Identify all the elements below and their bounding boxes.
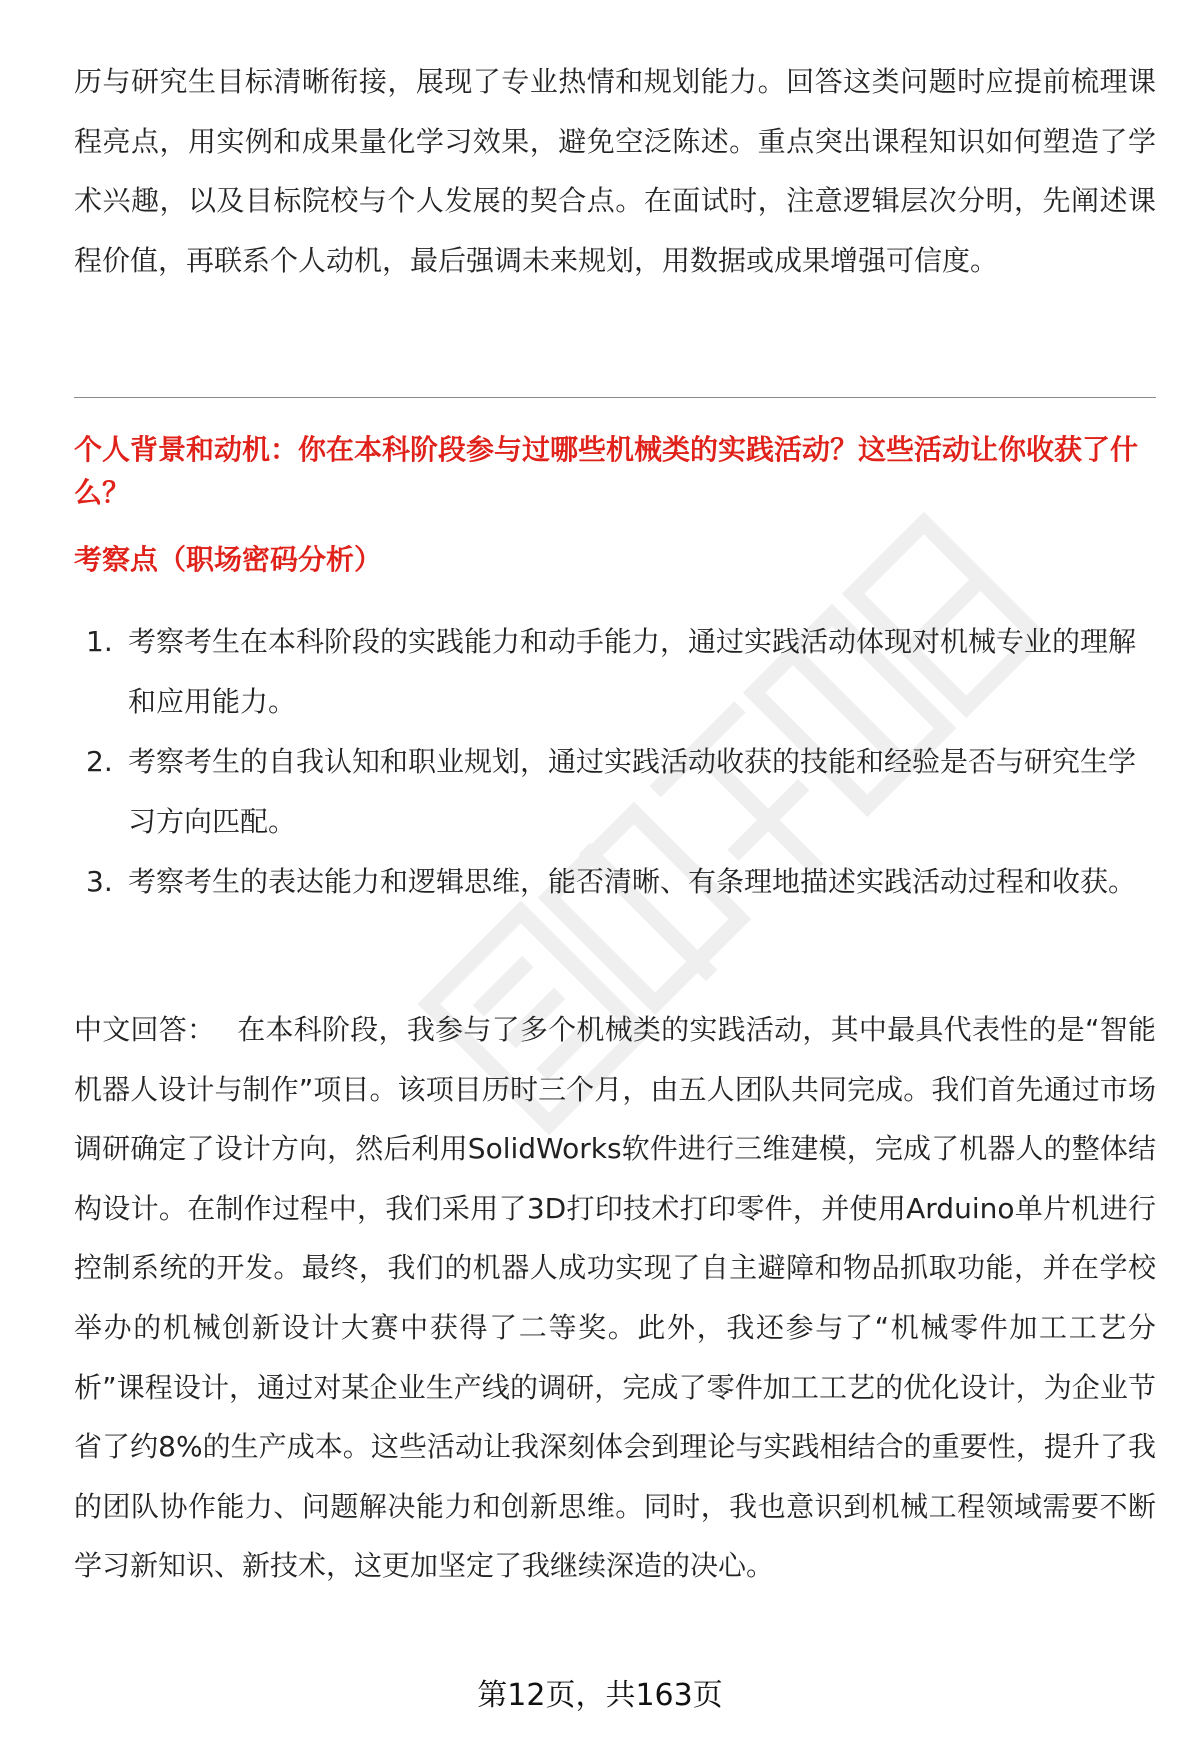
- answer-text: 在本科阶段，我参与了多个机械类的实践活动，其中最具代表性的是“智能机器人设计与制作”项目。该项目历时三个月，由五人团队共同完成。我们首先通过市场调研确定了设计方向，然后利用SolidWorks软件进行三维建模，完成了机器人的整体结构设计。在制作过程中，我们采用了3D打印技术打印零件，并使用Arduino单片机进行控制系统的开发。最终，我们的机器人成功实现了自主避障和物品抓取功能，并在学校举办的机械创新设计大赛中获得了二等奖。此外，我还参与了“机械零件加工工艺分析”课程设计，通过对某企业生产线的调研，完成了零件加工工艺的优化设计，为企业节省了约8%的生产成本。这些活动让我深刻体会到理论与实践相结合的重要性，提升了我的团队协作能力、问题解决能力和创新思维。同时，我也意识到机械工程领域需要不断学习新知识、新技术，这更加坚定了我继续深造的决心。: [74, 1013, 1156, 1583]
- list-item-number: 2.: [86, 745, 113, 778]
- list-item-number: 3.: [86, 865, 113, 898]
- list-item-text: 考察考生在本科阶段的实践能力和动手能力，通过实践活动体现对机械专业的理解和应用能力。: [128, 625, 1137, 718]
- list-item-text: 考察考生的自我认知和职业规划，通过实践活动收获的技能和经验是否与研究生学习方向匹配。: [128, 745, 1137, 838]
- list-item: [74, 732, 1156, 852]
- intro-paragraph: 历与研究生目标清晰衔接，展现了专业热情和规划能力。回答这类问题时应提前梳理课程亮点，用实例和成果量化学习效果，避免空泛陈述。重点突出课程知识如何塑造了学术兴趣，以及目标院校与个人发展的契合点。在面试时，注意逻辑层次分明，先阐述课程价值，再联系个人动机，最后强调未来规划，用数据或成果增强可信度。: [74, 65, 1156, 277]
- list-item: [74, 852, 1156, 912]
- answer-label: 中文回答：: [74, 1013, 216, 1046]
- list-item: [74, 612, 1156, 732]
- list-item-text: 考察考生的表达能力和逻辑思维，能否清晰、有条理地描述实践活动过程和收获。: [128, 865, 1137, 898]
- answer-paragraph: [74, 1000, 1156, 1596]
- list-item-number: 1.: [86, 625, 113, 658]
- section-divider: [74, 397, 1156, 398]
- assessment-heading: 考察点（职场密码分析）: [74, 543, 383, 576]
- page-number-footer: 第12页，共163页: [477, 1678, 723, 1713]
- assessment-points-list: [74, 612, 1156, 912]
- question-title: 个人背景和动机：你在本科阶段参与过哪些机械类的实践活动？这些活动让你收获了什么？: [74, 433, 1139, 509]
